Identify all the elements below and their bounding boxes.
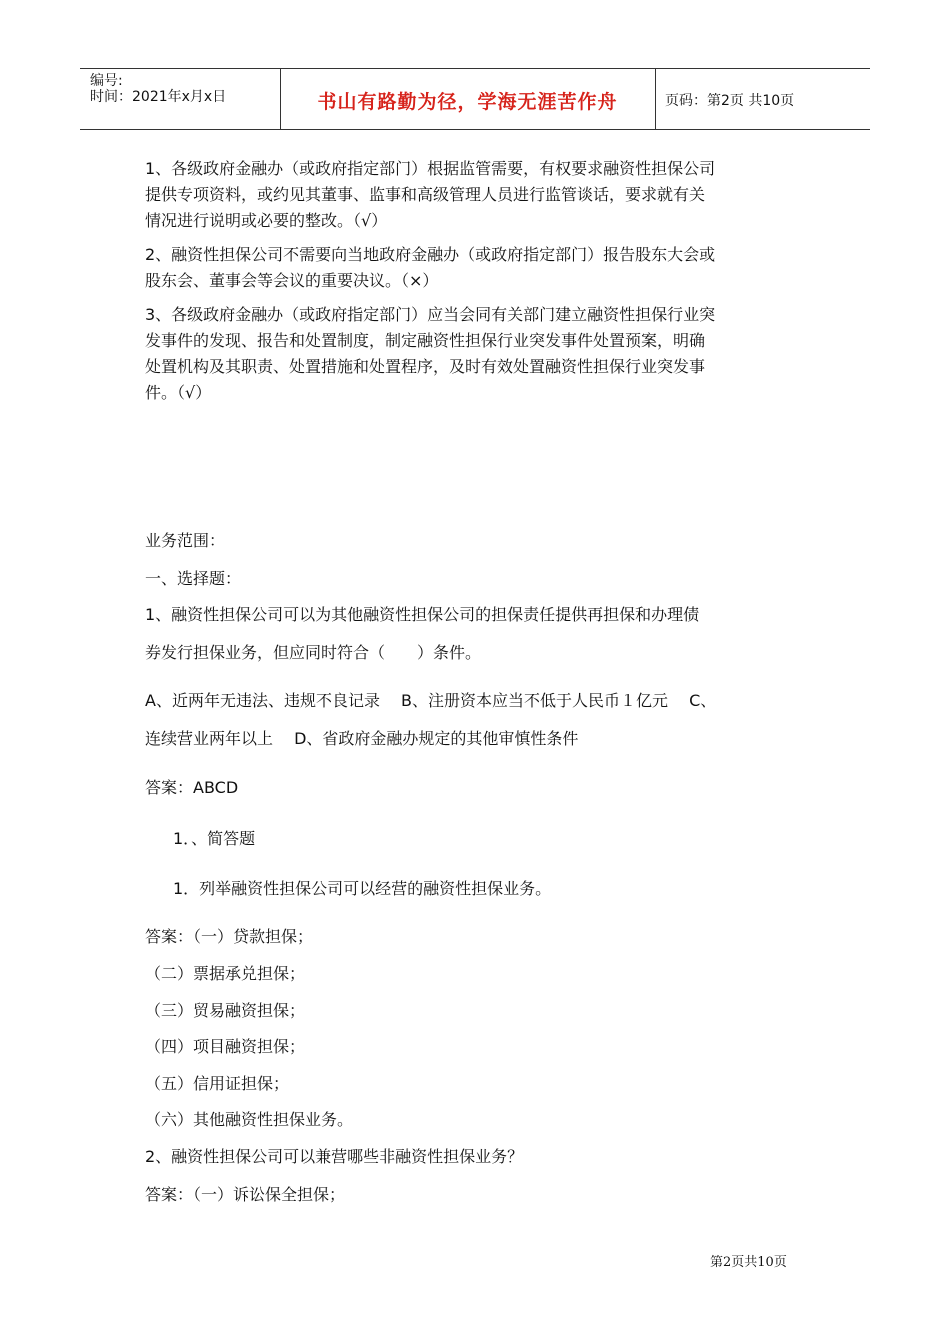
header-meta-cell	[80, 69, 281, 129]
short-answer-1-item: 答案：（一）贷款担保；	[145, 927, 314, 946]
footer-page-number: 第2页共10页	[710, 1255, 787, 1270]
answer-1: 答案：ABCD	[145, 778, 239, 797]
statement-line: 发事件的发现、报告和处置制度，制定融资性担保行业突发事件处置预案，明确	[145, 331, 706, 350]
statement-line: 股东会、董事会等会议的重要决议。（×）	[145, 271, 439, 290]
short-answer-1-item: （四）项目融资担保；	[145, 1037, 306, 1056]
question-1-line-2: 券发行担保业务，但应同时符合（ ）条件。	[145, 643, 482, 662]
header-page-cell	[655, 69, 870, 129]
short-answer-2: 答案：（一）诉讼保全担保；	[145, 1185, 346, 1204]
short-answer-1-item: （三）贸易融资担保；	[145, 1001, 306, 1020]
question-1-line-1: 1、融资性担保公司可以为其他融资性担保公司的担保责任提供再担保和办理债	[145, 605, 700, 624]
statement-2	[145, 242, 810, 294]
options-line-2: 连续营业两年以上 D、省政府金融办规定的其他审慎性条件	[145, 729, 579, 748]
document-date-label: 时间：2021年x月x日	[90, 89, 227, 105]
statement-line: 3、各级政府金融办（或政府指定部门）应当会同有关部门建立融资性担保行业突	[145, 305, 716, 324]
short-answer-1-item: （二）票据承兑担保；	[145, 964, 306, 983]
short-answer-1-item: （六）其他融资性担保业务。	[145, 1110, 354, 1129]
options-line-1: A、近两年无违法、违规不良记录 B、注册资本应当不低于人民币１亿元 C、	[145, 691, 717, 710]
short-answer-1-item: （五）信用证担保；	[145, 1074, 290, 1093]
short-question-1: 1．列举融资性担保公司可以经营的融资性担保业务。	[173, 879, 552, 898]
statement-1	[145, 156, 810, 234]
statement-line: 处置机构及其职责、处置措施和处置程序，及时有效处置融资性担保行业突发事	[145, 357, 706, 376]
statement-line: 2、融资性担保公司不需要向当地政府金融办（或政府指定部门）报告股东大会或	[145, 245, 716, 264]
page-header	[80, 68, 870, 130]
choice-heading: 一、选择题：	[145, 569, 242, 588]
statement-line: 情况进行说明或必要的整改。（√）	[145, 211, 388, 230]
statement-line: 1、各级政府金融办（或政府指定部门）根据监管需要，有权要求融资性担保公司	[145, 159, 716, 178]
document-number-label: 编号:	[90, 73, 123, 89]
short-answer-heading: 1．、简答题	[173, 829, 256, 848]
header-motto: 书山有路勤为径，学海无涯苦作舟	[317, 91, 618, 113]
header-page-number: 页码：第2页 共10页	[665, 93, 795, 109]
statement-line: 件。（√）	[145, 383, 212, 402]
statement-line: 提供专项资料，或约见其董事、监事和高级管理人员进行监管谈话，要求就有关	[145, 185, 706, 204]
header-motto-cell	[280, 69, 656, 129]
section-title: 业务范围：	[145, 531, 226, 550]
short-question-2: 2、融资性担保公司可以兼营哪些非融资性担保业务？	[145, 1147, 524, 1166]
statement-3	[145, 302, 810, 406]
